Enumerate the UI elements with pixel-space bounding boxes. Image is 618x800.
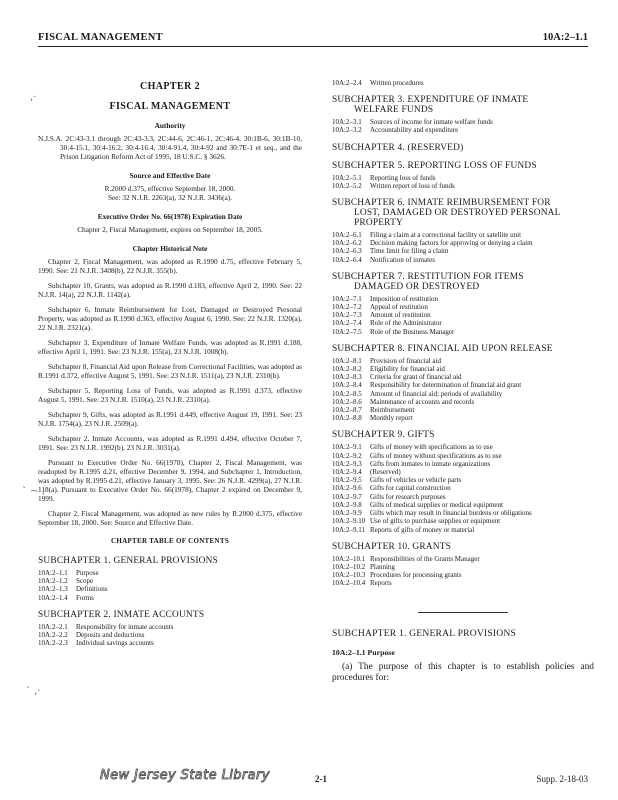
subchapter-title[interactable] — [332, 430, 594, 440]
subchapter-title[interactable] — [332, 198, 594, 228]
toc-entry-title: Planning — [370, 562, 395, 571]
toc-entry-number: 10A:2–2.3 — [38, 639, 68, 648]
toc-entry[interactable] — [332, 460, 594, 468]
subchapter-title-line: PROPERTY — [354, 218, 403, 229]
toc-entry[interactable] — [332, 247, 594, 255]
subchapter-title-line: LOST, DAMAGED OR DESTROYED PERSONAL — [354, 208, 561, 219]
table-of-contents — [332, 95, 594, 587]
toc-entry-number: 10A:2–7.3 — [332, 311, 362, 320]
toc-entry-title: Reports of gifts of money or material — [370, 525, 475, 534]
toc-entry[interactable] — [332, 174, 594, 182]
toc-entry-number: 10A:2–2.4 — [332, 79, 362, 87]
toc-entry[interactable] — [332, 484, 594, 492]
source-line: See: 32 N.J.R. 2263(a), 32 N.J.R. 3436(a). — [107, 193, 233, 202]
subchapter-title[interactable] — [332, 95, 594, 115]
toc-entry-number: 10A:2–7.4 — [332, 319, 362, 328]
toc-entry[interactable] — [332, 555, 594, 563]
toc-entry-number: 10A:2–9.9 — [332, 509, 362, 518]
toc-entry-number: 10A:2–8.8 — [332, 414, 362, 423]
chapter-title: FISCAL MANAGEMENT — [109, 101, 231, 112]
toc-entry-title: Definitions — [76, 585, 108, 594]
page-number: 2-1 — [315, 774, 327, 784]
toc-entry[interactable] — [38, 577, 302, 585]
toc-entry-number: 10A:2–10.2 — [332, 562, 366, 571]
toc-entry-number: 10A:2–8.7 — [332, 406, 362, 415]
toc-entry-title: Maintenance of accounts and records — [370, 397, 475, 406]
subchapter-title-line: SUBCHAPTER 1. GENERAL PROVISIONS — [38, 556, 219, 566]
toc-entry-number: 10A:2–2.2 — [38, 631, 68, 640]
toc-entry-title: Eligibility for financial aid — [370, 365, 445, 374]
toc-entry[interactable] — [332, 311, 594, 319]
source-heading: Source and Effective Date — [129, 171, 211, 180]
toc-entry[interactable] — [332, 381, 594, 389]
margin-mark: ` ~ , — [22, 486, 45, 497]
left-column — [38, 82, 302, 647]
subchapter-title[interactable] — [332, 542, 594, 552]
historical-note-paragraph: Subchapter 9, Gifts, was adopted as R.1991 d.449, effective August 19, 1991. See: 23 N.J.R. 1754(a), 23 N.J.R. 2509(a). — [38, 410, 302, 428]
toc-entry[interactable] — [332, 517, 594, 525]
toc-entry-number: 10A:2–9.1 — [332, 443, 362, 452]
toc-entry[interactable] — [332, 563, 594, 571]
toc-entry-title: Responsibilities of the Grants Manager — [370, 554, 480, 563]
subchapter-title-line: DAMAGED OR DESTROYED — [354, 281, 480, 292]
toc-entry[interactable] — [332, 328, 594, 336]
toc-entry[interactable] — [332, 398, 594, 406]
toc-entry[interactable] — [332, 493, 594, 501]
toc-entry-number: 10A:2–1.4 — [38, 593, 68, 602]
toc-entry-title: Reports — [370, 579, 392, 588]
subchapter-title[interactable] — [332, 161, 594, 171]
supplement-date: Supp. 2-18-03 — [536, 774, 588, 784]
toc-entry[interactable] — [332, 526, 594, 534]
toc-entry-title: Forms — [76, 593, 94, 602]
toc-entry-title: Role of the Administrator — [370, 319, 442, 328]
subchapter-title-line: SUBCHAPTER 8. FINANCIAL AID UPON RELEASE — [332, 343, 553, 354]
subchapter-title[interactable] — [332, 344, 594, 354]
toc-entry-title: Procedures for processing grants — [370, 571, 462, 580]
toc-entry[interactable] — [38, 585, 302, 593]
toc-entry-number: 10A:2–8.4 — [332, 381, 362, 390]
toc-entry-title: Gifts of money without specifications as to use — [370, 451, 502, 460]
toc-entry-title: Written report of loss of funds — [370, 181, 455, 190]
margin-mark: ` ,· — [26, 686, 41, 697]
toc-entry-title: Gifts of medical supplies or medical equipment — [370, 500, 503, 509]
toc-entry-title: Individual savings accounts — [76, 639, 154, 648]
toc-entry-title: Written procedures — [370, 79, 424, 87]
executive-order-heading: Executive Order No. 66(1978) Expiration Date — [97, 212, 243, 221]
toc-entry-title: Responsibility for inmate accounts — [76, 622, 174, 631]
toc-entry-number: 10A:2–9.7 — [332, 492, 362, 501]
margin-mark: ,· — [30, 92, 37, 103]
subchapter-title-line: SUBCHAPTER 4. (RESERVED) — [332, 142, 464, 153]
toc-entry-number: 10A:2–10.4 — [332, 579, 366, 588]
toc-entry[interactable] — [332, 443, 594, 451]
historical-note-paragraph: Subchapter 2, Inmate Accounts, was adopted as R.1991 d.494, effective October 7, 1991. See: 23 N.J.R. 1992(b), 23 N.J.R. 3031(a). — [38, 434, 302, 452]
subchapter-title[interactable] — [332, 143, 594, 153]
toc-entry-title: Reporting loss of funds — [370, 173, 436, 182]
toc-entry-title: (Reserved) — [370, 468, 401, 477]
historical-note-paragraph: Subchapter 3, Expenditure of Inmate Welfare Funds, was adopted as R.1991 d.188, effective April 1, 1991. See: 23 N.J.R. 155(a), 23 N.J.R. 1008(b). — [38, 338, 302, 356]
toc-entry-number: 10A:2–8.1 — [332, 356, 362, 365]
library-stamp: New Jersey State Library — [100, 768, 270, 783]
toc-entry-number: 10A:2–9.11 — [332, 525, 365, 534]
toc-entry-title: Sources of income for inmate welfare funds — [370, 118, 493, 127]
toc-entry-number: 10A:2–8.3 — [332, 373, 362, 382]
toc-entry[interactable] — [332, 373, 594, 381]
toc-entry[interactable] — [38, 569, 302, 577]
table-of-contents — [38, 556, 302, 647]
toc-entry-title: Provision of financial aid — [370, 356, 441, 365]
toc-entry-title: Gifts for capital construction — [370, 484, 451, 493]
toc-entry[interactable] — [332, 303, 594, 311]
toc-entry-title: Imposition of restitution — [370, 294, 439, 303]
toc-entry-number: 10A:2–1.3 — [38, 585, 68, 594]
subchapter-title[interactable] — [332, 272, 594, 292]
historical-note-paragraph: Subchapter 10, Grants, was adopted as R.1990 d.183, effective April 2, 1990. See: 22 N.J.R. 14(a), 22 N.J.R. 1142(a). — [38, 281, 302, 299]
toc-entry-title: Gifts of vehicles or vehicle parts — [370, 476, 462, 485]
toc-entry-title: Scope — [76, 577, 94, 586]
source-line: R.2000 d.375, effective September 18, 2000. — [104, 184, 236, 193]
subchapter-title-line: WELFARE FUNDS — [354, 105, 434, 116]
toc-entry[interactable] — [38, 639, 302, 647]
executive-order-text: Chapter 2, Fiscal Management, expires on September 18, 2005. — [77, 225, 263, 234]
toc-entry-number: 10A:2–7.2 — [332, 303, 362, 312]
toc-entry-title: Role of the Business Manager — [370, 327, 455, 336]
toc-entry-number: 10A:2–1.1 — [38, 569, 68, 577]
historical-note-paragraph: Pursuant to Executive Order No. 66(1978), Chapter 2, Fiscal Management, was readopted by R.1995 d.21, effective December 9, 1994, and Subchapter 1, Introduction, was adopted by R.1995 d.21, effective January 3, 1995. See: 26 N.J.R. 4299(a), 27 N.J.R. 118(a). Pursuant to Executive Order No. 66(1978), Chapter 2 expired on December 9, 1999. — [38, 458, 302, 503]
toc-entry-number: 10A:2–5.2 — [332, 181, 362, 190]
toc-entry-number: 10A:2–9.8 — [332, 500, 362, 509]
subchapter-title-line: SUBCHAPTER 10. GRANTS — [332, 541, 452, 552]
historical-note-paragraph: Subchapter 6, Inmate Reimbursement for Lost, Damaged or Destroyed Personal Property, was adopted as R.1990 d.363, effective August 6, 1990. See: 22 N.J.R. 1320(a), 22 N.J.R. 2321(a). — [38, 305, 302, 332]
toc-entry-number: 10A:2–7.5 — [332, 327, 362, 336]
authority-heading: Authority — [154, 121, 186, 130]
toc-entry[interactable] — [38, 623, 302, 631]
page-footer — [100, 768, 588, 792]
toc-entry[interactable] — [332, 182, 594, 190]
toc-entry-title: Gifts of money with specifications as to use — [370, 443, 493, 452]
toc-entry-number: 10A:2–6.2 — [332, 239, 362, 248]
authority-text: N.J.S.A. 2C:43-3.1 through 2C:43-3.3, 2C:44-6, 2C:46-1, 2C:46-4, 30:1B-6, 30:1B-10, 30:4-15.1, 30:4-16.2, 30:4-16.4, 30:4-91.4, 30:4-92 and 30:7E-1 et seq., and the Prison Litigation Reform Act of 1995, 18 U.S.C. § 3626. — [38, 134, 302, 161]
subchapter-heading: SUBCHAPTER 1. GENERAL PROVISIONS — [332, 627, 517, 639]
subchapter-title-line: SUBCHAPTER 3. EXPENDITURE OF INMATE — [332, 95, 529, 106]
toc-entry[interactable] — [332, 239, 594, 247]
toc-entry-number: 10A:2–10.1 — [332, 554, 366, 563]
toc-entry[interactable] — [332, 390, 594, 398]
toc-entry-title: Gifts which may result in financial burdens or obligations — [370, 509, 532, 518]
toc-entry-title: Amount of financial aid; periods of availability — [370, 389, 503, 398]
historical-note-paragraph: Subchapter 8, Financial Aid upon Release from Correctional Facilities, was adopted as R.1991 d.372, effective August 5, 1991. See: 23 N.J.R. 1511(a), 23 N.J.R. 2310(b). — [38, 362, 302, 380]
toc-entry[interactable] — [332, 509, 594, 517]
toc-entry-number: 10A:2–6.3 — [332, 247, 362, 256]
toc-entry[interactable] — [332, 319, 594, 327]
toc-entry-title: Gifts from inmates to inmate organizations — [370, 459, 491, 468]
toc-entry[interactable] — [332, 118, 594, 126]
toc-entry-title: Monthly report — [370, 414, 413, 423]
toc-entry[interactable] — [332, 501, 594, 509]
section-body-text: (a) The purpose of this chapter is to establish policies and procedures for: — [332, 661, 594, 683]
toc-entry-title: Use of gifts to purchase supplies or equipment — [370, 517, 501, 526]
subchapter-title-line: SUBCHAPTER 9. GIFTS — [332, 430, 435, 441]
toc-entry[interactable] — [332, 579, 594, 587]
toc-entry-title: Deposits and deductions — [76, 631, 145, 640]
historical-note-paragraph: Chapter 2, Fiscal Management, was adopted as R.1990 d.75, effective February 5, 1990. See: 21 N.J.R. 3408(b), 22 N.J.R. 355(b). — [38, 257, 302, 275]
right-column — [332, 79, 594, 684]
toc-entry-title: Filing a claim at a correctional facility or satellite unit — [370, 231, 522, 240]
toc-entry[interactable] — [38, 631, 302, 639]
chapter-number: CHAPTER 2 — [140, 81, 200, 92]
toc-entry-number: 10A:2–2.1 — [38, 622, 68, 631]
toc-entry-number: 10A:2–6.1 — [332, 231, 362, 240]
toc-entry[interactable] — [332, 357, 594, 365]
toc-entry-title: Time limit for filing a claim — [370, 247, 449, 256]
subchapter-title-line: SUBCHAPTER 6. INMATE REIMBURSEMENT FOR — [332, 198, 551, 209]
header-section-number: 10A:2–1.1 — [542, 32, 588, 43]
toc-entry[interactable] — [332, 476, 594, 484]
toc-entry[interactable] — [38, 594, 302, 602]
historical-note-heading: Chapter Historical Note — [132, 244, 208, 253]
toc-entry-number: 10A:2–10.3 — [332, 571, 366, 580]
toc-entry-title: Amount of restitution — [370, 311, 431, 320]
toc-entry-title: Purpose — [76, 569, 99, 577]
toc-entry[interactable] — [332, 468, 594, 476]
toc-entry-number: 10A:2–1.2 — [38, 577, 68, 586]
toc-entry[interactable] — [332, 406, 594, 414]
toc-entry-number: 10A:2–3.1 — [332, 118, 362, 127]
running-header — [38, 30, 588, 47]
toc-entry-number: 10A:2–8.5 — [332, 389, 362, 398]
toc-entry[interactable] — [332, 79, 594, 87]
toc-entry-number: 10A:2–3.2 — [332, 126, 362, 135]
toc-entry-number: 10A:2–9.6 — [332, 484, 362, 493]
subchapter-title[interactable] — [38, 556, 302, 566]
toc-entry-title: Appeal of restitution — [370, 303, 428, 312]
toc-entry-number: 10A:2–6.4 — [332, 255, 362, 264]
historical-note-paragraph: Chapter 2, Fiscal Management, was adopted as new rules by R.2000 d.375, effective September 18, 2000. See: Source and Effective Date. — [38, 509, 302, 527]
section-heading: 10A:2–1.1 Purpose — [332, 647, 395, 657]
toc-entry-number: 10A:2–7.1 — [332, 294, 362, 303]
toc-entry[interactable] — [332, 295, 594, 303]
historical-note-paragraph: Subchapter 5, Reporting Loss of Funds, was adopted as R.1991 d.373, effective August 5, 1991. See: 23 N.J.R. 1510(a), 23 N.J.R. 2310(a). — [38, 386, 302, 404]
toc-entry[interactable] — [332, 365, 594, 373]
toc-entry[interactable] — [332, 414, 594, 422]
toc-entry-number: 10A:2–8.2 — [332, 365, 362, 374]
toc-entry-number: 10A:2–8.6 — [332, 397, 362, 406]
toc-entry-number: 10A:2–9.4 — [332, 468, 362, 477]
subchapter-title-line: SUBCHAPTER 5. REPORTING LOSS OF FUNDS — [332, 160, 537, 171]
toc-entry-number: 10A:2–9.10 — [332, 517, 366, 526]
toc-entry-title: Reimbursement — [370, 406, 415, 415]
toc-entry-title: Gifts for research purposes — [370, 492, 446, 501]
toc-entry-number: 10A:2–5.1 — [332, 173, 362, 182]
toc-heading: CHAPTER TABLE OF CONTENTS — [110, 537, 230, 545]
toc-entry-title: Decision making factors for approving or denying a claim — [370, 239, 533, 248]
subchapter-title[interactable] — [38, 610, 302, 620]
toc-entry[interactable] — [332, 452, 594, 460]
toc-entry-title: Criteria for grant of financial aid — [370, 373, 462, 382]
toc-entry-number: 10A:2–9.5 — [332, 476, 362, 485]
toc-entry[interactable] — [332, 126, 594, 134]
historical-note — [38, 257, 302, 527]
toc-entry[interactable] — [332, 256, 594, 264]
toc-entry-number: 10A:2–9.2 — [332, 451, 362, 460]
toc-entry[interactable] — [332, 571, 594, 579]
toc-entry[interactable] — [332, 231, 594, 239]
subchapter-title-line: SUBCHAPTER 2. INMATE ACCOUNTS — [38, 609, 205, 620]
toc-entry-title: Notification of inmates — [370, 255, 435, 264]
subchapter-title-line: SUBCHAPTER 7. RESTITUTION FOR ITEMS — [332, 271, 524, 282]
section-divider — [418, 612, 508, 613]
toc-entry-title: Accountability and expenditure — [370, 126, 459, 135]
toc-entry-number: 10A:2–9.3 — [332, 459, 362, 468]
header-title: FISCAL MANAGEMENT — [38, 32, 163, 43]
toc-entry-title: Responsibility for determination of financial aid grant — [370, 381, 522, 390]
